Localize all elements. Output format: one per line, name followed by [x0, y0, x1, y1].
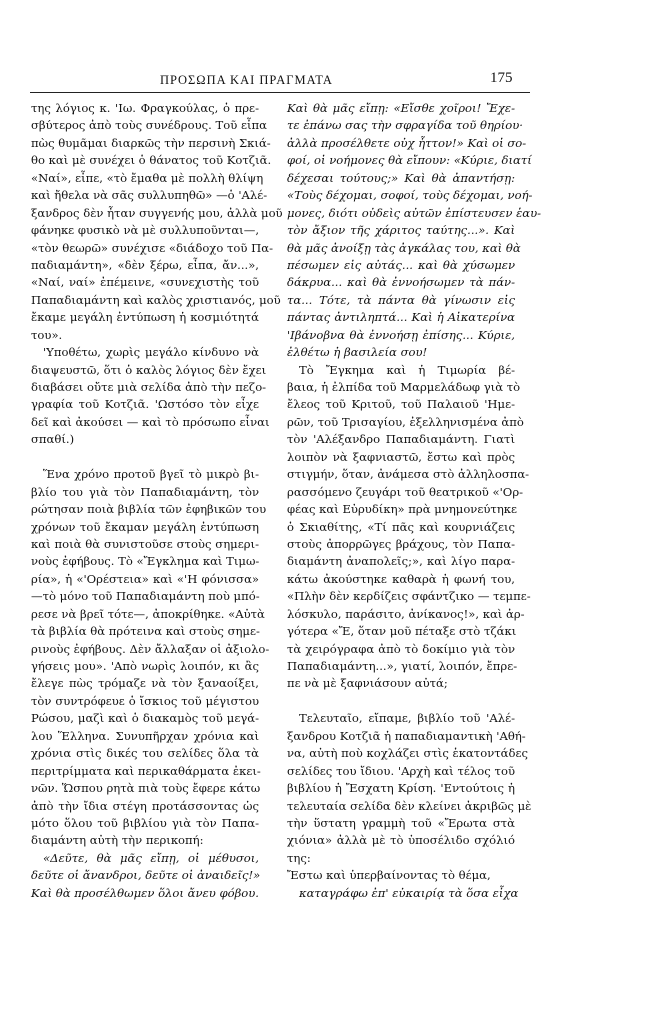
text-line: «Δεῦτε, θὰ μᾶς εἴπῃ, οἱ μέθυσοι,: [43, 850, 259, 865]
text-line: Παπαδιαμάντη...», γιατί, λοιπόν, ἔπρε-: [287, 659, 518, 673]
text-line: Ἔστω καὶ ὑπερβαίνοντας τὸ θέμα,: [287, 868, 491, 883]
text-line: χρόνων τοῦ ἔκαμαν μεγάλη ἐντύπωση: [31, 519, 259, 534]
text-line: της λόγιος κ. 'Ιω. Φραγκούλας, ὁ πρε-: [31, 101, 259, 115]
text-line: χιόνια» ἀλλὰ μὲ τὸ ὑποσέλιδο σχόλιό: [287, 833, 515, 848]
text-line: ἔκαμε μεγάλη ἐντύπωση ἡ κοσμιότητά: [31, 310, 259, 325]
text-line: ρία», ἡ «'Ορέστεια» καὶ «'Η φόνισσα»: [31, 571, 259, 586]
text-line: Τελευταῖο, εἴπαμε, βιβλίο τοῦ 'Αλέ-: [299, 711, 515, 726]
text-line: Καὶ θὰ μᾶς εἴπῃ: «Εἴσθε χοῖροι! Ἔχε-: [287, 101, 515, 115]
text-line: βαια, ἡ ἐλπίδα τοῦ Μαρμελάδωφ γιὰ τὸ: [287, 380, 521, 394]
text-line: 'Υποθέτω, χωρὶς μεγάλο κίνδυνο νὰ: [43, 345, 259, 360]
text-line: δεῖ καὶ ἀκούσει — καὶ τὸ πρόσωπο εἶναι: [31, 414, 270, 429]
text-line: τε ἐπάνω σας τὴν σφραγίδα τοῦ θηρίου·: [287, 118, 523, 133]
text-line: ξανδρου Κοτζιᾶ ἡ παπαδιαμαντικὴ 'Αθή-: [287, 728, 526, 743]
text-line: θο καὶ μὲ συνέχει ὁ θάνατος τοῦ Κοτζιᾶ.: [31, 153, 272, 168]
text-line: τὰ βιβλία θὰ πρότεινα καὶ στοὺς σημε-: [31, 624, 260, 639]
text-line: ρῶν, τοῦ Τρισαγίου, ἐξελληνισμένα ἀπὸ: [287, 414, 524, 429]
text-line: τὸν 'Αλέξανδρο Παπαδιαμάντη. Γιατὶ: [287, 432, 515, 447]
paragraph-gap: [31, 449, 259, 466]
text-line: τὸν ἄξιον τῆς χάριτος ταύτης...». Καὶ: [287, 223, 515, 238]
text-line: διαμάντη ἀναπολεῖς;», καὶ λίγο παρα-: [287, 554, 515, 569]
text-line: τὰ χειρόγραφα ἀπὸ τὸ δοκίμιο γιὰ τὸν: [287, 641, 515, 656]
text-line: ἐλθέτω ἡ βασιλεία σου!: [287, 345, 428, 360]
text-line: 'Ιβάνοβνα θὰ ἐννοήσῃ ἐπίσης... Κύριε,: [287, 327, 515, 342]
text-line: περιτρίμματα καὶ περικαθάρματα ἐκει-: [31, 763, 261, 778]
text-line: Ρώσου, μαζὶ καὶ ὁ διακαμὸς τοῦ μεγά-: [31, 711, 259, 726]
text-line: Ἕνα χρόνο προτοῦ βγεῖ τὸ μικρὸ βι-: [43, 467, 259, 482]
text-line: —τὸ μόνο τοῦ Παπαδιαμάντη ποὺ μπό-: [31, 589, 260, 604]
text-line: παδιαμάντη», «δὲν ξέρω, εἶπα, ἄν...»,: [31, 257, 259, 272]
text-line: καὶ ἤθελα νὰ σᾶς συλλυπηθῶ» —ὁ 'Αλέ-: [31, 188, 268, 203]
text-line: δάκρυα... καὶ θὰ ἐννοήσωμεν τὰ πάν-: [287, 275, 515, 290]
text-line: ρώτησαν ποιὰ βιβλία τῶν ἐφηβικῶν του: [31, 502, 267, 517]
text-line: του».: [31, 327, 63, 342]
text-line: να, αὐτὴ ποὺ κοχλάζει στὶς ἑκατοντάδες: [287, 746, 528, 761]
text-line: γραφία τοῦ Κοτζιᾶ. 'Ωστόσο τὸν εἶχε: [31, 397, 259, 412]
text-line: «τὸν θεωρῶ» συνέχισε «διάδοχο τοῦ Πα-: [31, 240, 273, 255]
text-line: χρόνια στὶς δικές του σελίδες ὅλα τὰ: [31, 746, 259, 761]
text-line: ρινοὺς ἐφήβους. Δὲν ἄλλαξαν οἱ ἀξιολο-: [31, 641, 270, 656]
text-line: καὶ ποιὰ θὰ συνιστοῦσε στοὺς σημερι-: [31, 536, 259, 551]
text-line: «Ναί», εἶπε, «τὸ ἔμαθα μὲ πολλὴ θλίψη: [31, 170, 264, 185]
text-line: βλίο του γιὰ τὸν Παπαδιαμάντη, τὸν: [31, 484, 259, 499]
text-line: νῶν. Ὥσπου ρητὰ πιὰ τοὺς ἔφερε κάτω: [31, 781, 261, 796]
text-line: τα... Τότε, τὰ πάντα θὰ γίνωσιν εἰς: [287, 292, 515, 307]
text-line: ἔλεγε πὼς τρόμαζε νὰ τὸν ξαναοίξει,: [31, 676, 259, 691]
text-line: μονες, διότι οὐδεὶς αὐτῶν ἐπίστευσεν ἑαυ-: [287, 205, 542, 220]
text-line: φάνηκε φυσικὸ νὰ μὲ συλλυποῦνται—,: [31, 223, 259, 238]
text-line: Τὸ Ἔγκημα καὶ ἡ Τιμωρία βέ-: [299, 362, 515, 377]
text-line: διαψευστῶ, ὅτι ὁ καλὸς λόγιος δὲν ἔχει: [31, 362, 267, 377]
text-line: νοὺς ἐφήβους. Τὸ «Ἔγκλημα καὶ Τιμω-: [31, 554, 260, 569]
text-line: ὁ Σκιαθίτης, «Τί πᾶς καὶ κουρνιάζεις: [287, 519, 515, 534]
text-line: στοὺς ἀπορρῶγες βράχους, τὸν Παπα-: [287, 536, 515, 551]
text-line: κάτω ἀκούστηκε καθαρὰ ἡ φωνή του,: [287, 571, 515, 586]
running-title: ΠΡΟΣΩΠΑ ΚΑΙ ΠΡΑΓΜΑΤΑ: [160, 73, 333, 87]
text-line: «Πλὴν δὲν κερδίζεις σφάντζικο — τεμπε-: [287, 589, 531, 604]
text-line: λου Ἕλληνα. Συνυπῆρχαν χρόνια καὶ: [31, 728, 259, 743]
text-line: γήσεις μου». 'Απὸ νωρὶς λοιπόν, κι ἂς: [31, 659, 259, 673]
text-line: καταγράφω ἐπ' εὐκαιρίᾳ τὰ ὅσα εἶχα: [299, 885, 519, 900]
text-line: λοιπὸν νὰ ξαφνιαστῶ, ἔστω καὶ πρὸς: [287, 449, 515, 464]
text-line: σελίδες του ἴδιου. 'Αρχὴ καὶ τέλος τοῦ: [287, 763, 515, 778]
text-line: ρασσόμενο ζευγάρι τοῦ θεατρικοῦ «'Ορ-: [287, 484, 524, 499]
left-column: [31, 100, 283, 902]
text-line: σπαθί.): [31, 432, 75, 447]
text-line: τὸν συντρόφευε ὁ ἴσκιος τοῦ μέγιστου: [31, 693, 259, 708]
text-line: πάντας ἀντιληπτά... Καὶ ἡ Αἰκατερίνα: [287, 310, 515, 325]
text-line: «Ναί, ναί» ἐπέμεινε, «συνεχιστὴς τοῦ: [31, 275, 259, 290]
text-line: φοί, οἱ νοήμονες θὰ εἴπουν: «Κύριε, διατί: [287, 153, 532, 168]
text-line: Καὶ θὰ προσέλθωμεν ὅλοι ἄνευ φόβου.: [31, 885, 259, 900]
text-line: βιβλίου ἡ Ἔσχατη Κρίση. 'Εντούτοις ἡ: [287, 781, 515, 796]
text-line: ἀπὸ τὴν ἴδια στέγη προτάσσοντας ὡς: [31, 798, 259, 813]
text-line: Παπαδιαμάντη καὶ καλὸς χριστιανός, μοῦ: [31, 292, 281, 307]
text-line: φέας καὶ Εὐρυδίκη» πρὰ μνημονεύτηκε: [287, 502, 518, 517]
text-line: διαμάντη αὐτὴ τὴν περικοπή:: [31, 833, 204, 848]
text-line: δεῦτε οἱ ἄνανδροι, δεῦτε οἱ ἀναιδεῖς!»: [31, 868, 261, 883]
header-rule: [30, 92, 530, 93]
text-line: πέσωμεν εἰς αὐτάς... καὶ θὰ χύσωμεν: [287, 257, 515, 272]
text-line: ρεσε νὰ βρεῖ τότε—, ἀποκρίθηκε. «Αὐτὰ: [31, 606, 265, 621]
text-line: «Τοὺς δέχομαι, σοφοί, τοὺς δέχομαι, νοή-: [287, 188, 533, 203]
text-line: τὴν ὕστατη γραμμὴ τοῦ «Ἔρωτα στὰ: [287, 815, 515, 830]
text-line: στιγμήν, ὅταν, ἀνάμεσα στὸ ἀλληλοσπα-: [287, 467, 530, 482]
text-line: διαβάσει οὔτε μιὰ σελίδα ἀπὸ τὴν πεζο-: [31, 380, 267, 394]
text-line: πε νὰ μὲ ξαφνιάσουν αὐτά;: [287, 676, 448, 691]
text-line: της:: [287, 850, 311, 865]
page-number: 175: [490, 70, 513, 86]
paragraph-gap: [287, 693, 515, 710]
text-line: τελευταία σελίδα δὲν κλείνει ἀκριβῶς μὲ: [287, 798, 532, 813]
text-line: ἀλλὰ προσέλθετε οὐχ ἧττον!» Καὶ οἱ σο-: [287, 135, 527, 150]
text-line: θὰ μᾶς ἀνοίξῃ τὰς ἀγκάλας του, καὶ θὰ: [287, 240, 521, 255]
text-line: ξανδρος δὲν ἦταν συγγενής μου, ἀλλὰ μοῦ: [31, 205, 283, 220]
text-line: σβύτερος ἀπὸ τοὺς συνέδρους. Τοῦ εἶπα: [31, 118, 267, 133]
right-column: [287, 100, 542, 902]
text-line: γότερα «Ἔ, ὅταν μοῦ πέταξε στὸ τζάκι: [287, 624, 517, 639]
text-line: ἔλεος τοῦ Κριτοῦ, τοῦ Παλαιοῦ 'Ημε-: [287, 397, 515, 412]
text-line: μότο ὅλου τοῦ βιβλίου γιὰ τὸν Παπα-: [31, 815, 259, 830]
text-line: πὼς θυμᾶμαι διαρκῶς τὴν περσινὴ Σκιά-: [31, 135, 271, 150]
text-line: δέχεσαι τούτους;» Καὶ θὰ ἀπαντήσῃ:: [287, 170, 515, 185]
text-line: λόσκυλο, παράσιτο, ἀνίκανος!», καὶ ἀρ-: [287, 606, 525, 621]
